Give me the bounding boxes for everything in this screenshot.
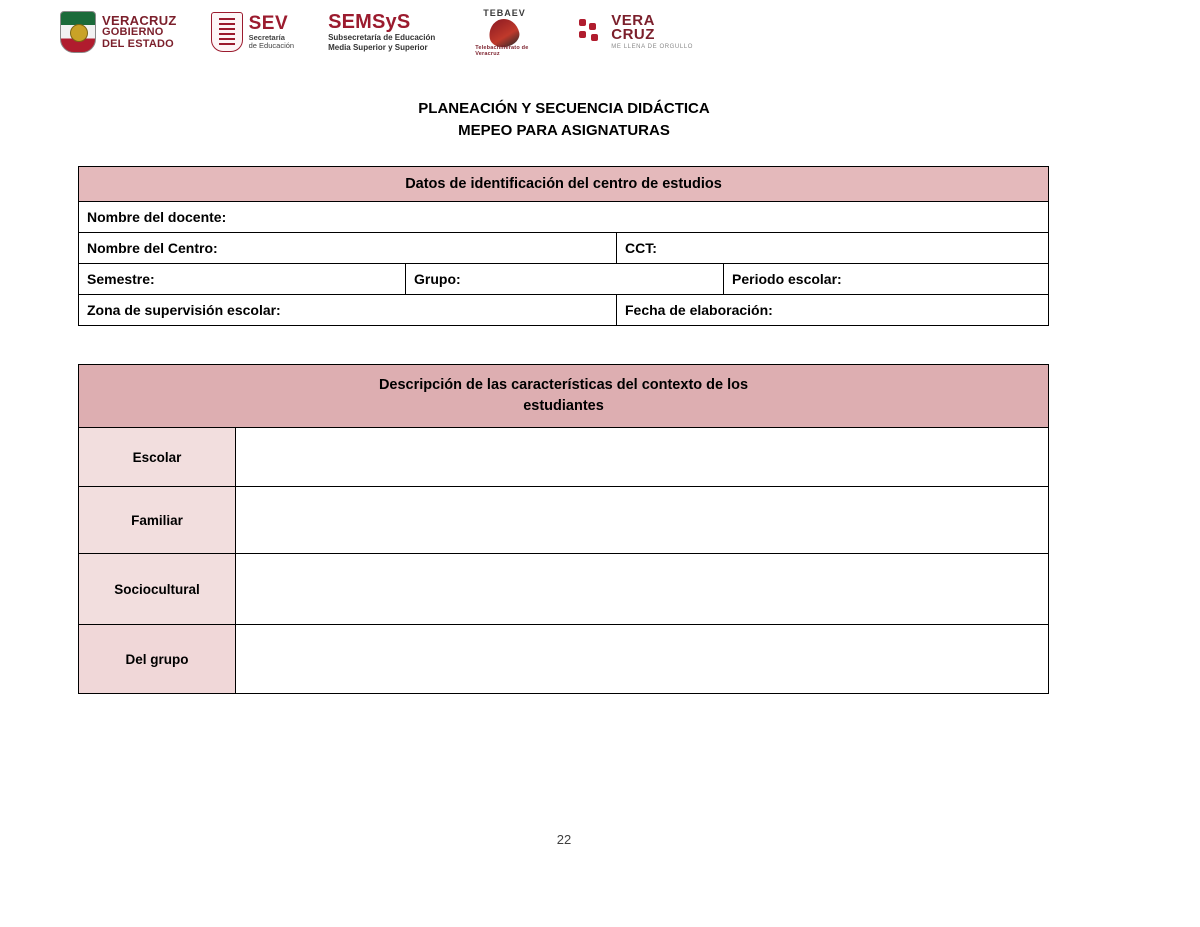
field-periodo-escolar[interactable]: Periodo escolar: bbox=[724, 264, 1049, 295]
veracruz-orgullo-dots-icon bbox=[579, 19, 605, 45]
page-title-line1: PLANEACIÓN Y SECUENCIA DIDÁCTICA bbox=[418, 100, 710, 117]
sev-logo-sub1: Secretaría bbox=[248, 33, 285, 43]
field-semestre[interactable]: Semestre: bbox=[79, 264, 406, 295]
table-row bbox=[79, 295, 1049, 326]
veracruz-logo-line3: DEL ESTADO bbox=[102, 37, 174, 50]
field-cct[interactable]: CCT: bbox=[617, 233, 1049, 264]
sev-logo bbox=[211, 6, 294, 58]
page-number: 22 bbox=[556, 832, 572, 847]
context-label-del-grupo: Del grupo bbox=[79, 625, 236, 694]
veracruz-logo-line2: GOBIERNO bbox=[102, 26, 164, 39]
table-row bbox=[79, 233, 1049, 264]
veracruz-orgullo-text bbox=[611, 11, 693, 51]
semsys-logo-sub2: Media Superior y Superior bbox=[328, 42, 428, 52]
field-grupo[interactable]: Grupo: bbox=[406, 264, 724, 295]
tebaev-logo-title: TEBAEV bbox=[483, 8, 526, 18]
table-row bbox=[79, 487, 1049, 554]
veracruz-orgullo-logo bbox=[579, 6, 693, 58]
context-label-escolar: Escolar bbox=[79, 428, 236, 487]
veracruz-orgullo-sub: ME LLENA DE ORGULLO bbox=[611, 44, 693, 51]
context-label-familiar: Familiar bbox=[79, 487, 236, 554]
context-value-familiar[interactable] bbox=[236, 487, 1049, 554]
sev-logo-text bbox=[249, 14, 294, 50]
table-row bbox=[79, 167, 1049, 202]
tebaev-mark-icon bbox=[469, 6, 545, 58]
field-nombre-del-docente[interactable]: Nombre del docente: bbox=[79, 202, 1049, 233]
table-row bbox=[79, 202, 1049, 233]
sev-logo-sub2: de Educación bbox=[248, 40, 295, 50]
field-fecha-de-elaboracion[interactable]: Fecha de elaboración: bbox=[617, 295, 1049, 326]
semsys-logo-sub1: Subsecretaría de Educación bbox=[328, 32, 436, 42]
page-title bbox=[0, 98, 1128, 142]
table-row bbox=[79, 625, 1049, 694]
field-zona-de-supervision-escolar[interactable]: Zona de supervisión escolar: bbox=[79, 295, 617, 326]
identification-table-header: Datos de identificación del centro de estudios bbox=[79, 167, 1049, 202]
veracruz-logo-text bbox=[102, 14, 177, 51]
table-row bbox=[79, 264, 1049, 295]
context-value-del-grupo[interactable] bbox=[236, 625, 1049, 694]
page-title-line2: MEPEO PARA ASIGNATURAS bbox=[458, 121, 670, 139]
veracruz-logo-line1: VERACRUZ bbox=[102, 12, 177, 28]
semsys-logo bbox=[328, 6, 435, 58]
veracruz-orgullo-line2: CRUZ bbox=[611, 25, 655, 43]
tebaev-logo bbox=[469, 6, 545, 58]
semsys-logo-title: SEMSyS bbox=[328, 10, 411, 33]
veracruz-orgullo-line1: VERA bbox=[611, 11, 655, 29]
context-table-header-line2: estudiantes bbox=[523, 398, 604, 415]
table-row bbox=[79, 428, 1049, 487]
semsys-logo-text bbox=[328, 12, 435, 53]
institutional-logo-bar bbox=[60, 4, 760, 60]
context-table-header-line1: Descripción de las características del contexto de los bbox=[378, 377, 749, 393]
identification-table bbox=[78, 166, 1049, 326]
context-description-table bbox=[78, 364, 1049, 694]
context-table-header bbox=[79, 365, 1049, 428]
context-value-sociocultural[interactable] bbox=[236, 554, 1049, 625]
context-value-escolar[interactable] bbox=[236, 428, 1049, 487]
table-row bbox=[79, 554, 1049, 625]
veracruz-crest-icon bbox=[60, 11, 96, 53]
sev-book-icon bbox=[211, 12, 243, 52]
veracruz-gobierno-logo bbox=[60, 6, 177, 58]
tebaev-logo-sub: Telebachillerato de Veracruz bbox=[475, 45, 529, 57]
field-nombre-del-centro[interactable]: Nombre del Centro: bbox=[79, 233, 617, 264]
table-row bbox=[79, 365, 1049, 428]
context-label-sociocultural: Sociocultural bbox=[79, 554, 236, 625]
sev-logo-title: SEV bbox=[248, 13, 289, 35]
